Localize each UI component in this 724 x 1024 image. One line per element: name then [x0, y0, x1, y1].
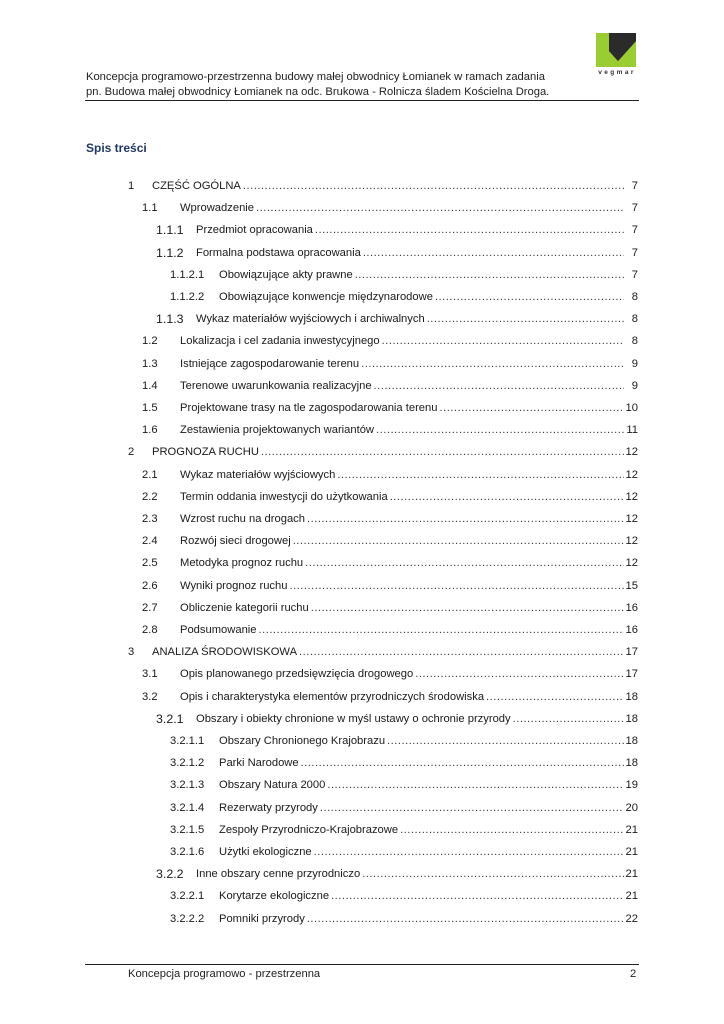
toc-entry-title: ANALIZA ŚRODOWISKOWA	[152, 646, 298, 659]
toc-entry-page: 19	[625, 779, 638, 792]
toc-entry[interactable]	[142, 488, 638, 506]
toc-entry-page: 12	[625, 446, 638, 459]
toc-entry[interactable]	[142, 665, 638, 683]
toc-entry[interactable]	[170, 910, 638, 928]
toc-entry-page: 7	[631, 202, 638, 215]
footer-rule	[85, 964, 639, 965]
toc-entry-number: 3.1	[142, 668, 158, 681]
toc-leader-dots	[305, 554, 623, 572]
toc-entry-title: Wzrost ruchu na drogach	[180, 513, 305, 525]
toc-entry[interactable]	[142, 599, 638, 617]
toc-entry-number: 1	[128, 180, 135, 192]
footer-title: Koncepcja programowo - przestrzenna	[128, 968, 321, 980]
toc-entry-number: 2.3	[142, 513, 158, 525]
toc-leader-dots	[337, 466, 623, 484]
toc-entry-number: 1.4	[142, 379, 158, 392]
toc-entry-page: 21	[625, 823, 638, 836]
toc-entry-page: 17	[625, 668, 638, 681]
toc-entry-title: PROGNOZA RUCHU	[152, 446, 259, 459]
toc-leader-dots	[362, 865, 623, 883]
logo-text: vegmar	[598, 69, 636, 76]
toc-entry-page: 12	[625, 535, 638, 548]
toc-entry-title: Termin oddania inwestycji do użytkowania	[180, 490, 388, 503]
toc-entry-number: 2.1	[142, 468, 158, 481]
toc-entry-number: 3.2.2.1	[170, 890, 205, 903]
toc-entry-title: Opis i charakterystyka elementów przyrodniczych środowiska	[180, 690, 485, 703]
toc-leader-dots	[315, 221, 624, 239]
toc-leader-dots	[427, 310, 624, 328]
toc-entry-page: 9	[631, 379, 638, 392]
toc-leader-dots	[243, 177, 624, 195]
toc-entry[interactable]	[170, 776, 638, 794]
toc-entry[interactable]	[128, 443, 638, 461]
toc-entry-number: 1.1	[142, 202, 158, 215]
toc-leader-dots	[307, 910, 624, 928]
toc-entry-page: 7	[631, 180, 638, 192]
toc-entry-title: Wykaz materiałów wyjściowych	[180, 468, 336, 481]
toc-entry-number: 2.8	[142, 624, 158, 636]
toc-entry-number: 2.6	[142, 579, 158, 592]
toc-entry[interactable]	[142, 355, 638, 373]
toc-entry-number: 1.1.1	[156, 223, 184, 238]
toc-entry[interactable]	[142, 399, 638, 417]
toc-leader-dots	[327, 776, 623, 794]
toc-entry-title: CZĘŚĆ OGÓLNA	[152, 180, 241, 192]
toc-leader-dots	[320, 799, 624, 817]
toc-leader-dots	[361, 355, 624, 373]
toc-entry-title: Rozwój sieci drogowej	[180, 535, 291, 548]
toc-entry-page: 18	[625, 712, 638, 725]
toc-entry[interactable]	[170, 754, 638, 772]
toc-leader-dots	[486, 688, 624, 706]
toc-entry-page: 7	[631, 268, 638, 281]
toc-entry-page: 7	[631, 246, 638, 259]
toc-entry-number: 3	[128, 646, 135, 659]
toc-entry-page: 8	[631, 291, 638, 303]
toc-entry[interactable]	[170, 843, 638, 861]
toc-leader-dots	[415, 665, 623, 683]
toc-entry-page: 15	[625, 579, 638, 592]
toc-entry-title: Wprowadzenie	[180, 202, 254, 215]
toc-entry-number: 1.3	[142, 357, 158, 370]
toc-leader-dots	[513, 710, 624, 728]
header-line-1: Koncepcja programowo-przestrzenna budowy małej obwodnicy Łomianek w ramach zadania	[86, 71, 545, 83]
toc-entry[interactable]	[128, 643, 638, 661]
toc-entry-page: 12	[625, 490, 638, 503]
toc-entry-page: 18	[625, 735, 638, 747]
toc-entry-page: 9	[631, 357, 638, 370]
toc-leader-dots	[301, 754, 624, 772]
toc-entry-title: Podsumowanie	[180, 624, 257, 636]
toc-entry[interactable]	[142, 621, 638, 639]
toc-entry[interactable]	[156, 865, 638, 883]
toc-entry[interactable]	[156, 221, 638, 239]
toc-entry-title: Opis planowanego przedsięwzięcia drogowego	[180, 668, 414, 681]
toc-entry[interactable]	[170, 288, 638, 306]
toc-entry[interactable]	[142, 332, 638, 350]
toc-leader-dots	[261, 443, 624, 461]
toc-entry-number: 2.5	[142, 557, 158, 570]
toc-entry-number: 3.2.1.4	[170, 801, 205, 814]
toc-entry-title: Pomniki przyrody	[219, 912, 305, 925]
toc-entry-title: Lokalizacja i cel zadania inwestycyjnego	[180, 335, 380, 348]
toc-entry-title: Przedmiot opracowania	[196, 224, 313, 237]
toc-entry[interactable]	[170, 266, 638, 284]
toc-entry-page: 7	[631, 224, 638, 237]
toc-entry-number: 3.2	[142, 690, 158, 703]
toc-entry[interactable]	[170, 799, 638, 817]
toc-leader-dots	[390, 488, 624, 506]
toc-entry-page: 20	[625, 801, 638, 814]
toc-entry-page: 22	[625, 912, 638, 925]
toc-leader-dots	[382, 332, 624, 350]
toc-entry[interactable]	[156, 710, 638, 728]
toc-entry-title: Obszary Chronionego Krajobrazu	[219, 735, 386, 747]
toc-entry-title: Terenowe uwarunkowania realizacyjne	[180, 379, 372, 392]
toc-leader-dots	[331, 887, 623, 905]
toc-entry[interactable]	[170, 732, 638, 750]
toc-entry-title: Obowiązujące konwencje międzynarodowe	[219, 291, 433, 303]
toc-entry-number: 3.2.1.5	[170, 823, 205, 836]
toc-entry-number: 3.2.1.3	[170, 779, 205, 792]
toc-entry-title: Wyniki prognoz ruchu	[180, 579, 288, 592]
toc-entry[interactable]	[170, 887, 638, 905]
toc-leader-dots	[311, 599, 624, 617]
toc-leader-dots	[374, 377, 624, 395]
toc-entry[interactable]	[142, 466, 638, 484]
toc-entry[interactable]	[170, 821, 638, 839]
toc-entry-number: 1.1.2.1	[170, 268, 205, 281]
toc-entry-title: Obszary i obiekty chronione w myśl ustawy o ochronie przyrody	[196, 712, 511, 725]
toc-entry-number: 1.5	[142, 402, 158, 414]
toc-entry-number: 1.1.2	[156, 245, 184, 260]
toc-entry-number: 3.2.1.6	[170, 846, 205, 858]
toc-leader-dots	[289, 577, 623, 595]
toc-entry-page: 16	[625, 624, 638, 636]
toc-entry-title: Metodyka prognoz ruchu	[180, 557, 304, 570]
toc-entry[interactable]	[142, 510, 638, 528]
toc-entry-page: 21	[625, 868, 638, 881]
toc-entry-title: Zespoły Przyrodniczo-Krajobrazowe	[219, 823, 399, 836]
toc-entry[interactable]	[128, 177, 638, 195]
toc-entry-number: 1.2	[142, 335, 158, 348]
toc-entry-page: 8	[631, 313, 638, 326]
toc-leader-dots	[355, 266, 624, 284]
toc-entry-page: 18	[625, 757, 638, 770]
toc-entry-number: 1.1.2.2	[170, 291, 205, 303]
toc-entry[interactable]	[156, 310, 638, 328]
footer-page-number: 2	[630, 968, 637, 980]
toc-entry-title: Zestawienia projektowanych wariantów	[180, 424, 375, 437]
toc-leader-dots	[256, 199, 624, 217]
toc-entry-title: Wykaz materiałów wyjściowych i archiwalnych	[196, 313, 425, 326]
toc-entry[interactable]	[142, 532, 638, 550]
toc-entry-title: Obszary Natura 2000	[219, 779, 326, 792]
toc-leader-dots	[299, 643, 624, 661]
toc-entry-number: 1.1.3	[156, 312, 184, 327]
toc-entry-number: 3.2.1.1	[170, 735, 205, 747]
toc-entry-page: 21	[625, 846, 638, 858]
toc-entry-page: 18	[625, 690, 638, 703]
toc-title: Spis treści	[86, 141, 147, 155]
toc-leader-dots	[400, 821, 623, 839]
toc-entry-title: Projektowane trasy na tle zagospodarowania terenu	[180, 402, 438, 414]
toc-entry-number: 2.7	[142, 601, 158, 614]
toc-leader-dots	[439, 399, 623, 417]
toc-entry-title: Parki Narodowe	[219, 757, 299, 770]
toc-leader-dots	[293, 532, 624, 550]
toc-entry[interactable]	[142, 199, 638, 217]
toc-entry-title: Korytarze ekologiczne	[219, 890, 330, 903]
toc-entry-title: Obliczenie kategorii ruchu	[180, 601, 309, 614]
toc-entry-number: 3.2.1.2	[170, 757, 205, 770]
toc-entry-number: 2.2	[142, 490, 158, 503]
toc-entry-page: 8	[631, 335, 638, 348]
toc-leader-dots	[314, 843, 624, 861]
toc-entry-number: 3.2.2	[156, 867, 184, 882]
toc-entry-page: 16	[625, 601, 638, 614]
toc-entry-page: 10	[625, 402, 638, 414]
toc-entry-page: 21	[625, 890, 638, 903]
toc-entry[interactable]	[142, 377, 638, 395]
toc-entry-page: 12	[625, 468, 638, 481]
toc-entry[interactable]	[156, 244, 638, 262]
toc-entry[interactable]	[142, 688, 638, 706]
toc-entry-title: Rezerwaty przyrody	[219, 801, 318, 814]
toc-leader-dots	[307, 510, 624, 528]
toc-leader-dots	[435, 288, 624, 306]
toc-entry-page: 11	[626, 424, 638, 437]
toc-entry-title: Istniejące zagospodarowanie terenu	[180, 357, 360, 370]
toc-leader-dots	[387, 732, 624, 750]
toc-entry-title: Obowiązujące akty prawne	[219, 268, 353, 281]
toc-entry-number: 3.2.1	[156, 711, 184, 726]
toc-entry[interactable]	[142, 577, 638, 595]
toc-entry-title: Użytki ekologiczne	[219, 846, 312, 858]
toc-leader-dots	[363, 244, 624, 262]
toc-entry-page: 12	[625, 557, 638, 570]
toc-leader-dots	[259, 621, 624, 639]
toc-entry-number: 1.6	[142, 424, 158, 437]
toc-entry-page: 12	[625, 513, 638, 525]
toc-entry-number: 2	[128, 446, 135, 459]
toc-entry-page: 17	[625, 646, 638, 659]
header-line-2: pn. Budowa małej obwodnicy Łomianek na odc. Brukowa - Rolnicza śladem Kościelna Droga.	[86, 85, 550, 98]
toc-entry-title: Inne obszary cenne przyrodniczo	[196, 868, 361, 881]
toc-entry-title: Formalna podstawa opracowania	[196, 246, 361, 259]
toc-entry[interactable]	[142, 554, 638, 572]
toc-entry[interactable]	[142, 421, 638, 439]
toc-entry-number: 2.4	[142, 535, 158, 548]
toc-leader-dots	[376, 421, 624, 439]
toc-entry-number: 3.2.2.2	[170, 912, 205, 925]
